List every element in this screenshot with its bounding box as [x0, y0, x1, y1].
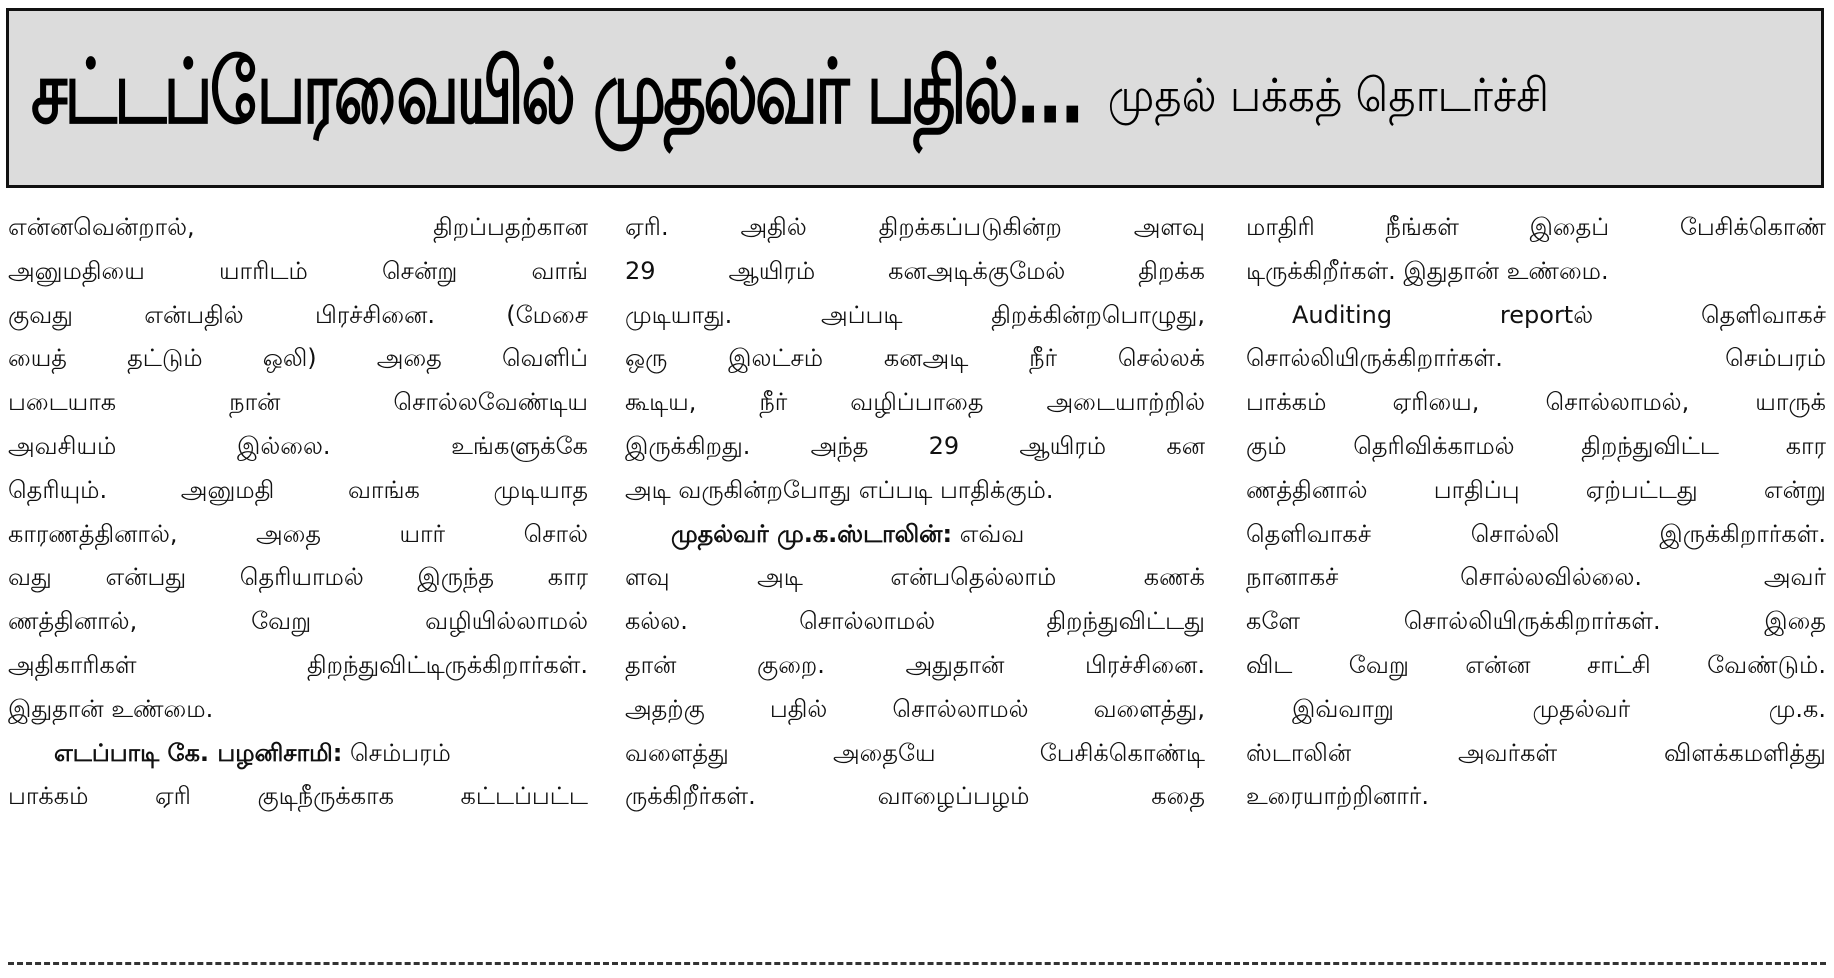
- text-line: குவது என்பதில் பிரச்சினை. (மேசை: [8, 300, 588, 329]
- text-line: ஏரி. அதில் திறக்கப்படுகின்ற அளவு: [625, 213, 1205, 241]
- text-line: கல்ல. சொல்லாமல் திறந்துவிட்டது: [625, 607, 1205, 636]
- text-line: உரையாற்றினார்.: [1246, 782, 1429, 811]
- text-line: அதற்கு பதில் சொல்லாமல் வளைத்து,: [625, 694, 1205, 723]
- text-line: 29 ஆயிரம் கனஅடிக்குமேல் திறக்க: [625, 256, 1205, 285]
- text-line: வது என்பது தெரியாமல் இருந்த கார: [8, 563, 588, 592]
- text-line: பாக்கம் ஏரி குடிநீருக்காக கட்டப்பட்ட: [8, 782, 588, 811]
- speaker-line: [8, 732, 588, 776]
- speaker-text: செம்பரம்: [342, 738, 451, 767]
- text-line: சொல்லியிருக்கிறார்கள். செம்பரம்: [1246, 344, 1826, 373]
- text-line: தான் குறை. அதுதான் பிரச்சினை.: [625, 650, 1205, 679]
- headline-continuation: முதல் பக்கத் தொடர்ச்சி: [1107, 67, 1550, 122]
- text-line: அனுமதியை யாரிடம் சென்று வாங்: [8, 256, 588, 285]
- speaker-name: முதல்வர் மு.க.ஸ்டாலின்:: [671, 519, 953, 548]
- text-line: முடியாது. அப்படி திறக்கின்றபொழுது,: [625, 300, 1205, 329]
- text-line: நானாகச் சொல்லவில்லை. அவர்: [1246, 563, 1826, 592]
- text-line: இதுதான் உண்மை.: [8, 694, 214, 723]
- text-line: Auditing reportல் தெளிவாகச்: [1292, 300, 1826, 329]
- text-line: ருக்கிறீர்கள். வாழைப்பழம் கதை: [625, 782, 1205, 811]
- text-line: களே சொல்லியிருக்கிறார்கள். இதை: [1246, 607, 1826, 636]
- text-line: டிருக்கிறீர்கள். இதுதான் உண்மை.: [1246, 256, 1609, 285]
- article-column-2: [625, 206, 1205, 936]
- text-line: தெளிவாகச் சொல்லி இருக்கிறார்கள்.: [1246, 519, 1826, 548]
- text-line: ஒரு இலட்சம் கனஅடி நீர் செல்லக்: [625, 344, 1205, 373]
- text-line: காரணத்தினால், அதை யார் சொல்: [8, 519, 588, 548]
- speaker-line: [625, 513, 1205, 557]
- speaker-name: எடப்பாடி கே. பழனிசாமி:: [54, 738, 343, 767]
- text-line: அவசியம் இல்லை. உங்களுக்கே: [8, 431, 588, 460]
- headline-banner: [6, 8, 1824, 188]
- text-line: வளைத்து அதையே பேசிக்கொண்டி: [625, 738, 1205, 767]
- article-column-1: [8, 206, 588, 936]
- text-line: ணத்தினால், வேறு வழியில்லாமல்: [8, 607, 588, 636]
- text-line: மாதிரி நீங்கள் இதைப் பேசிக்கொண்: [1246, 213, 1826, 241]
- speaker-text: எவ்வ: [952, 519, 1025, 548]
- text-line: யைத் தட்டும் ஒலி) அதை வெளிப்: [8, 344, 588, 373]
- text-line: படையாக நான் சொல்லவேண்டிய: [8, 388, 588, 417]
- text-line: இவ்வாறு முதல்வர் மு.க.: [1292, 694, 1826, 723]
- text-line: ணத்தினால் பாதிப்பு ஏற்பட்டது என்று: [1246, 475, 1826, 504]
- headline-title: சட்டப்பேரவையில் முதல்வர் பதில்...: [31, 39, 1082, 144]
- text-line: ளவு அடி என்பதெல்லாம் கணக்: [625, 563, 1205, 592]
- dashed-separator: [8, 962, 1826, 965]
- text-line: தெரியும். அனுமதி வாங்க முடியாத: [8, 475, 588, 504]
- text-line: இருக்கிறது. அந்த 29 ஆயிரம் கன: [625, 431, 1205, 460]
- text-line: ஸ்டாலின் அவர்கள் விளக்கமளித்து: [1246, 738, 1826, 767]
- text-line: விட வேறு என்ன சாட்சி வேண்டும்.: [1246, 650, 1826, 679]
- text-line: என்னவென்றால், திறப்பதற்கான: [8, 213, 588, 241]
- article-column-3: [1246, 206, 1826, 936]
- text-line: அதிகாரிகள் திறந்துவிட்டிருக்கிறார்கள்.: [8, 650, 588, 679]
- text-line: அடி வருகின்றபோது எப்படி பாதிக்கும்.: [625, 475, 1054, 504]
- text-line: பாக்கம் ஏரியை, சொல்லாமல், யாருக்: [1246, 388, 1826, 417]
- text-line: கும் தெரிவிக்காமல் திறந்துவிட்ட கார: [1246, 431, 1826, 460]
- text-line: கூடிய, நீர் வழிப்பாதை அடையாற்றில்: [625, 388, 1205, 417]
